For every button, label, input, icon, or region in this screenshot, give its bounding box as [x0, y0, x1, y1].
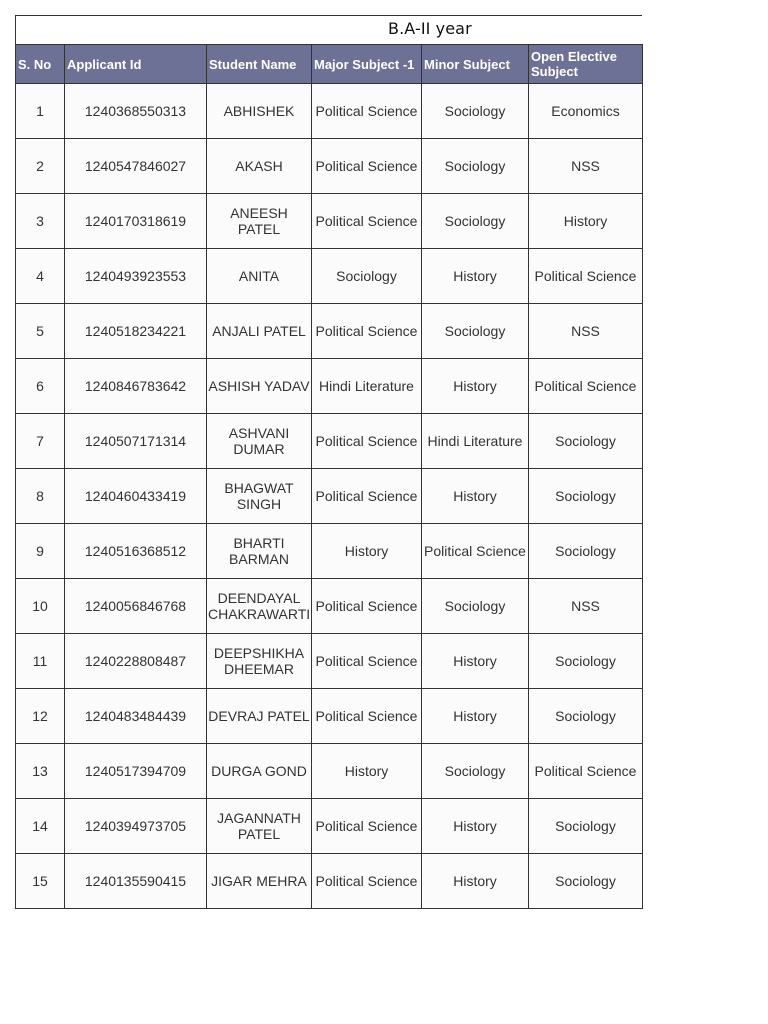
cell-sno: 7 [16, 414, 65, 469]
cell-sno: 10 [16, 579, 65, 634]
header-sno: S. No [16, 45, 65, 84]
cell-sno: 11 [16, 634, 65, 689]
cell-sno: 5 [16, 304, 65, 359]
title-row [15, 15, 642, 44]
cell-applicant-id: 1240228808487 [65, 634, 207, 689]
cell-major-subject: Political Science [312, 414, 422, 469]
cell-student-name: DEVRAJ PATEL [207, 689, 312, 744]
cell-applicant-id: 1240517394709 [65, 744, 207, 799]
cell-open-elective: Sociology [529, 634, 643, 689]
cell-student-name: BHAGWAT SINGH [207, 469, 312, 524]
cell-applicant-id: 1240135590415 [65, 854, 207, 909]
cell-sno: 14 [16, 799, 65, 854]
cell-applicant-id: 1240483484439 [65, 689, 207, 744]
cell-minor-subject: Political Science [422, 524, 529, 579]
cell-open-elective: Sociology [529, 469, 643, 524]
cell-minor-subject: History [422, 634, 529, 689]
cell-student-name: ANITA [207, 249, 312, 304]
cell-major-subject: History [312, 744, 422, 799]
cell-student-name: ANEESH PATEL [207, 194, 312, 249]
cell-minor-subject: Sociology [422, 304, 529, 359]
cell-major-subject: Sociology [312, 249, 422, 304]
table-row [16, 689, 643, 744]
cell-student-name: AKASH [207, 139, 312, 194]
cell-major-subject: Political Science [312, 634, 422, 689]
cell-sno: 13 [16, 744, 65, 799]
student-table [15, 44, 643, 909]
cell-minor-subject: History [422, 249, 529, 304]
header-major-subject: Major Subject -1 [312, 45, 422, 84]
cell-major-subject: Political Science [312, 304, 422, 359]
cell-minor-subject: History [422, 854, 529, 909]
cell-student-name: DURGA GOND [207, 744, 312, 799]
cell-major-subject: History [312, 524, 422, 579]
table-row [16, 414, 643, 469]
cell-sno: 2 [16, 139, 65, 194]
cell-major-subject: Political Science [312, 854, 422, 909]
cell-sno: 6 [16, 359, 65, 414]
cell-minor-subject: History [422, 469, 529, 524]
cell-sno: 12 [16, 689, 65, 744]
cell-open-elective: NSS [529, 579, 643, 634]
cell-open-elective: Political Science [529, 249, 643, 304]
cell-major-subject: Political Science [312, 799, 422, 854]
cell-student-name: ASHVANI DUMAR [207, 414, 312, 469]
cell-major-subject: Political Science [312, 689, 422, 744]
table-row [16, 744, 643, 799]
cell-applicant-id: 1240846783642 [65, 359, 207, 414]
cell-applicant-id: 1240493923553 [65, 249, 207, 304]
cell-applicant-id: 1240460433419 [65, 469, 207, 524]
cell-major-subject: Hindi Literature [312, 359, 422, 414]
cell-open-elective: Economics [529, 84, 643, 139]
table-row [16, 359, 643, 414]
table-row [16, 139, 643, 194]
cell-applicant-id: 1240394973705 [65, 799, 207, 854]
cell-applicant-id: 1240368550313 [65, 84, 207, 139]
cell-minor-subject: Sociology [422, 579, 529, 634]
cell-sno: 15 [16, 854, 65, 909]
header-minor-subject: Minor Subject [422, 45, 529, 84]
cell-minor-subject: History [422, 799, 529, 854]
table-row [16, 524, 643, 579]
table-row [16, 84, 643, 139]
header-open-elective: Open Elective Subject [529, 45, 643, 84]
cell-student-name: DEEPSHIKHA DHEEMAR [207, 634, 312, 689]
cell-minor-subject: History [422, 359, 529, 414]
table-row [16, 304, 643, 359]
cell-student-name: ABHISHEK [207, 84, 312, 139]
table-row [16, 854, 643, 909]
cell-applicant-id: 1240547846027 [65, 139, 207, 194]
cell-open-elective: Sociology [529, 414, 643, 469]
cell-open-elective: NSS [529, 304, 643, 359]
table-body [16, 84, 643, 909]
cell-student-name: JAGANNATH PATEL [207, 799, 312, 854]
cell-open-elective: Political Science [529, 359, 643, 414]
table-row [16, 634, 643, 689]
table-row [16, 469, 643, 524]
cell-major-subject: Political Science [312, 194, 422, 249]
cell-open-elective: History [529, 194, 643, 249]
cell-open-elective: Political Science [529, 744, 643, 799]
cell-major-subject: Political Science [312, 469, 422, 524]
cell-open-elective: Sociology [529, 799, 643, 854]
cell-minor-subject: Sociology [422, 84, 529, 139]
table-row [16, 249, 643, 304]
cell-major-subject: Political Science [312, 84, 422, 139]
cell-sno: 9 [16, 524, 65, 579]
cell-minor-subject: Sociology [422, 744, 529, 799]
cell-sno: 4 [16, 249, 65, 304]
table-row [16, 799, 643, 854]
cell-sno: 8 [16, 469, 65, 524]
cell-open-elective: Sociology [529, 854, 643, 909]
spreadsheet [15, 15, 642, 909]
cell-applicant-id: 1240170318619 [65, 194, 207, 249]
header-applicant-id: Applicant Id [65, 45, 207, 84]
cell-minor-subject: Sociology [422, 139, 529, 194]
cell-open-elective: NSS [529, 139, 643, 194]
cell-student-name: ANJALI PATEL [207, 304, 312, 359]
cell-applicant-id: 1240507171314 [65, 414, 207, 469]
cell-applicant-id: 1240518234221 [65, 304, 207, 359]
cell-major-subject: Political Science [312, 139, 422, 194]
header-row [16, 45, 643, 84]
cell-applicant-id: 1240516368512 [65, 524, 207, 579]
sheet-title: B.A-II year [388, 19, 472, 38]
cell-student-name: DEENDAYAL CHAKRAWARTI [207, 579, 312, 634]
cell-applicant-id: 1240056846768 [65, 579, 207, 634]
cell-sno: 1 [16, 84, 65, 139]
header-student-name: Student Name [207, 45, 312, 84]
cell-minor-subject: History [422, 689, 529, 744]
cell-student-name: ASHISH YADAV [207, 359, 312, 414]
cell-open-elective: Sociology [529, 524, 643, 579]
table-row [16, 579, 643, 634]
cell-minor-subject: Sociology [422, 194, 529, 249]
cell-minor-subject: Hindi Literature [422, 414, 529, 469]
cell-open-elective: Sociology [529, 689, 643, 744]
cell-student-name: BHARTI BARMAN [207, 524, 312, 579]
table-row [16, 194, 643, 249]
cell-student-name: JIGAR MEHRA [207, 854, 312, 909]
cell-sno: 3 [16, 194, 65, 249]
cell-major-subject: Political Science [312, 579, 422, 634]
